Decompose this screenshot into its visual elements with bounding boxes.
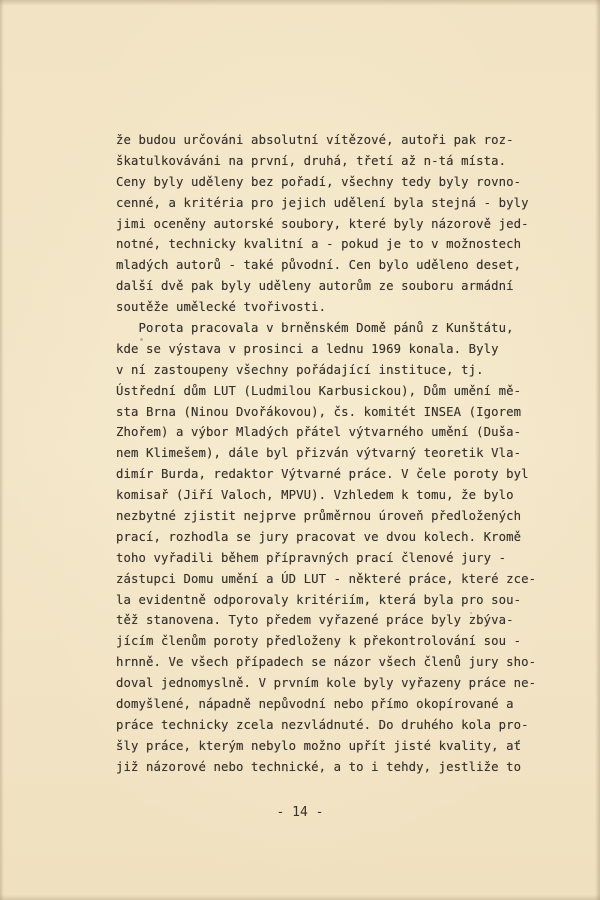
text-line: kde se výstava v prosinci a lednu 1969 konala. Byly <box>116 341 499 356</box>
text-line: jícím členům poroty předloženy k překontrolování sou - <box>116 634 522 649</box>
page-edge-shadow <box>0 895 600 900</box>
text-line: těž stanovena. Tyto předem vyřazené práce byly zbýva- <box>116 613 514 628</box>
text-line: toho vyřadili během přípravných prací členové jury - <box>116 550 507 565</box>
page-edge-shadow <box>0 0 4 900</box>
text-line: sta Brna (Ninou Dvořákovou), čs. komitét INSEA (Igorem <box>116 404 522 419</box>
text-line: Porota pracovala v brněnském Domě pánů z Kunštátu, <box>116 321 514 336</box>
text-line: zástupci Domu umění a ÚD LUT - některé práce, které zce- <box>116 571 537 586</box>
text-line: jimi oceněny autorské soubory, které byly názorově jed- <box>116 216 529 231</box>
text-line: hrnně. Ve všech případech se názor všech členů jury sho- <box>116 655 537 670</box>
text-line: cenné, a kritéria pro jejich udělení byla stejná - byly <box>116 195 529 210</box>
text-line: Ústřední dům LUT (Ludmilou Karbusickou), Dům umění mě- <box>116 383 522 398</box>
text-line: notné, technicky kvalitní a - pokud je to v možnostech <box>116 237 522 252</box>
text-line: nezbytné zjistit nejprve průměrnou úroveň předložených <box>116 509 522 524</box>
typewritten-body-text <box>116 130 566 778</box>
text-line: další dvě pak byly uděleny autorům ze souboru armádní <box>116 279 514 294</box>
text-line: již názorové nebo technické, a to i tehdy, jestliže to <box>116 759 522 774</box>
text-line: práce technicky zcela nezvládnuté. Do druhého kola pro- <box>116 717 529 732</box>
page-number: - 14 - <box>276 805 324 820</box>
page-edge-shadow <box>595 0 600 900</box>
text-line: dimír Burda, redaktor Výtvarné práce. V čele poroty byl <box>116 467 529 482</box>
text-line: doval jednomyslně. V prvním kole byly vyřazeny práce ne- <box>116 676 537 691</box>
text-line: Zhořem) a výbor Mladých přátel výtvarného umění (Duša- <box>116 425 522 440</box>
text-line: soutěže umělecké tvořivosti. <box>116 300 327 315</box>
text-line: prací, rozhodla se jury pracovat ve dvou kolech. Kromě <box>116 529 522 544</box>
text-line: šly práce, kterým nebylo možno upřít jisté kvality, ať <box>116 738 522 753</box>
text-line: komisař (Jiří Valoch, MPVU). Vzhledem k tomu, že bylo <box>116 488 514 503</box>
text-line: Ceny byly uděleny bez pořadí, všechny tedy byly rovno- <box>116 174 522 189</box>
text-line: la evidentně odporovaly kritériím, která byla pro sou- <box>116 592 522 607</box>
text-line: mladých autorů - také původní. Cen bylo uděleno deset, <box>116 258 522 273</box>
text-line: že budou určováni absolutní vítězové, autoři pak roz- <box>116 133 514 147</box>
text-line: domyšlené, nápadně nepůvodní nebo přímo okopírované a <box>116 697 514 712</box>
text-line: v ní zastoupeny všechny pořádající instituce, tj. <box>116 362 484 377</box>
page-edge-shadow <box>0 0 600 6</box>
text-line: nem Klimešem), dále byl přizván výtvarný teoretik Vla- <box>116 446 522 461</box>
text-line: škatulkováváni na první, druhá, třetí až n-tá místa. <box>116 153 507 168</box>
